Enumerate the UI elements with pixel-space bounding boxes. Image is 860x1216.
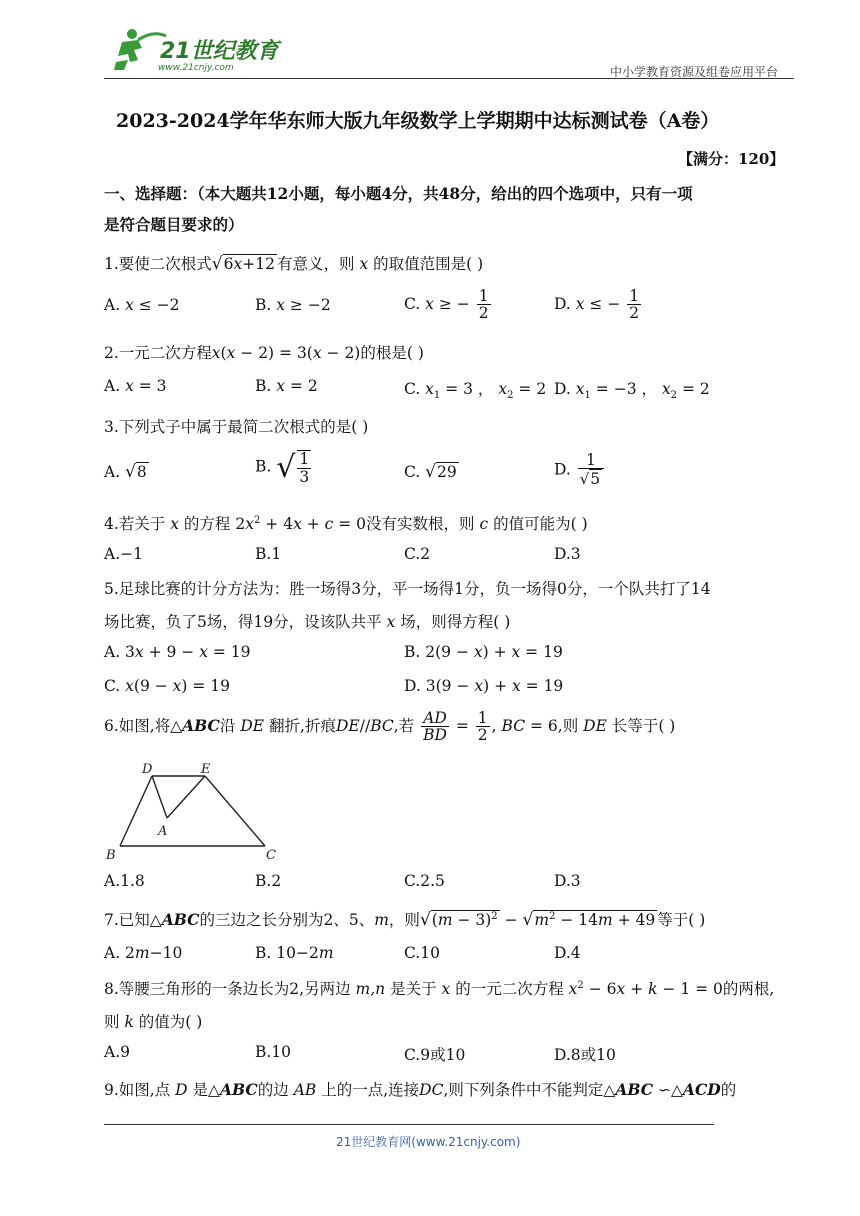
- question-4: 4.若关于 x 的方程 $2x^2 + 4x + c = 0$没有实数根，则 c 的值可能为( ): [104, 514, 588, 533]
- question-8-line2: 则 k 的值为( ): [104, 1013, 203, 1031]
- q4-option-d[interactable]: D.3: [554, 545, 581, 563]
- q6-option-a[interactable]: A.1.8: [104, 872, 145, 890]
- question-5-line2: 场比赛，负了5场，得19分，设该队共平 x 场，则得方程( ): [104, 613, 511, 631]
- q8-option-d[interactable]: D.8或10: [554, 1046, 616, 1064]
- question-3: 3.下列式子中属于最简二次根式的是( ): [104, 418, 369, 436]
- footer-text: 21世纪教育网(www.21cnjy.com): [336, 1135, 521, 1149]
- q8-option-c[interactable]: C.9或10: [404, 1046, 466, 1064]
- q4-option-b[interactable]: B.1: [255, 545, 282, 563]
- q8-option-a[interactable]: A.9: [104, 1043, 130, 1061]
- q7-option-a[interactable]: A. 2m−10: [104, 944, 183, 962]
- figure-label-c: C: [266, 848, 276, 863]
- q1-option-b[interactable]: B. x ≥ −2: [255, 296, 331, 314]
- q7-option-c[interactable]: C.10: [404, 944, 440, 962]
- figure-label-b: B: [106, 848, 116, 863]
- q2-option-d[interactable]: D. $x_1 = -3$ ， $x_2 = 2$: [554, 380, 710, 402]
- q6-option-d[interactable]: D.3: [554, 872, 581, 890]
- figure-label-d: D: [142, 762, 153, 777]
- logo-text: 21世纪教育: [160, 39, 279, 64]
- question-9: 9.如图,点 D 是△ABC的边 AB 上的一点,连接DC,则下列条件中不能判定△ABC ∽△ACD的: [104, 1080, 737, 1099]
- q5-option-a[interactable]: A. 3x + 9 − x = 19: [104, 643, 251, 661]
- q1-option-d[interactable]: D. x ≤ − $\frac{1}{2}$: [554, 287, 640, 323]
- q1-option-a[interactable]: A. x ≤ −2: [104, 296, 180, 314]
- q3-option-b[interactable]: B. √ $\frac{1}{3}$: [255, 450, 310, 486]
- question-2: 2.一元二次方程x(x − 2) = 3(x − 2)的根是( ): [104, 344, 424, 362]
- q3-option-d[interactable]: D. $\frac{1}{√5}$: [554, 452, 606, 489]
- score-label: 【满分：120】: [678, 150, 785, 168]
- q6-option-c[interactable]: C.2.5: [404, 872, 445, 890]
- logo-url: www.21cnjy.com: [158, 63, 234, 73]
- q2-option-b[interactable]: B. x = 2: [255, 377, 318, 395]
- q8-option-b[interactable]: B.10: [255, 1043, 292, 1061]
- footer-rule: [104, 1124, 714, 1125]
- triangle-figure: [100, 758, 290, 868]
- q1-option-c[interactable]: C. x ≥ − $\frac{1}{2}$: [404, 287, 489, 323]
- q3-option-c[interactable]: C. √29: [404, 462, 457, 482]
- question-8-line1: 8.等腰三角形的一条边长为2,另两边 m,n 是关于 x 的一元二次方程 $x^2 - 6x + k - 1 = 0$的两根,: [104, 979, 775, 998]
- header-right-text: 中小学教育资源及组卷应用平台: [610, 65, 779, 79]
- q5-option-c[interactable]: C. x(9 − x) = 19: [104, 677, 231, 695]
- figure-label-e: E: [201, 762, 211, 777]
- question-5-line1: 5.足球比赛的计分方法为：胜一场得3分，平一场得1分，负一场得0分，一个队共打了14: [104, 580, 711, 598]
- q5-option-d[interactable]: D. 3(9 − x) + x = 19: [404, 677, 564, 695]
- q7-option-d[interactable]: D.4: [554, 944, 581, 962]
- section-header-line1: 一、选择题：（本大题共12小题，每小题4分，共48分，给出的四个选项中，只有一项: [104, 184, 693, 203]
- q5-option-b[interactable]: B. 2(9 − x) + x = 19: [404, 643, 563, 661]
- q6-option-b[interactable]: B.2: [255, 872, 282, 890]
- page-title: 2023-2024学年华东师大版九年级数学上学期期中达标测试卷（A卷）: [116, 110, 720, 132]
- q2-option-a[interactable]: A. x = 3: [104, 377, 167, 395]
- q7-option-b[interactable]: B. 10−2m: [255, 944, 334, 962]
- q4-option-c[interactable]: C.2: [404, 545, 431, 563]
- header-rule: [104, 78, 794, 79]
- q3-option-a[interactable]: A. √8: [104, 462, 147, 482]
- logo-icon: [108, 26, 283, 76]
- figure-label-a: A: [158, 824, 168, 839]
- q2-option-c[interactable]: C. $x_1 = 3$ ， $x_2 = 2$: [404, 380, 547, 402]
- question-1: 1.要使二次根式√6x+12 有意义，则 x 的取值范围是( ): [104, 254, 484, 274]
- question-6: 6.如图,将△ABC沿 DE 翻折,折痕DE//BC,若 $\frac{AD}{BD}$ = $\frac{1}{2}$ , BC = 6,则 DE 长等于( ): [104, 709, 676, 745]
- section-header-line2: 是符合题目要求的）: [104, 215, 244, 234]
- question-7: 7.已知△ABC的三边之长分别为2、5、m，则$√(m - 3)^2 - √m^2 - 14m + 49$ 等于( ): [104, 910, 706, 930]
- q4-option-a[interactable]: A.−1: [104, 545, 143, 563]
